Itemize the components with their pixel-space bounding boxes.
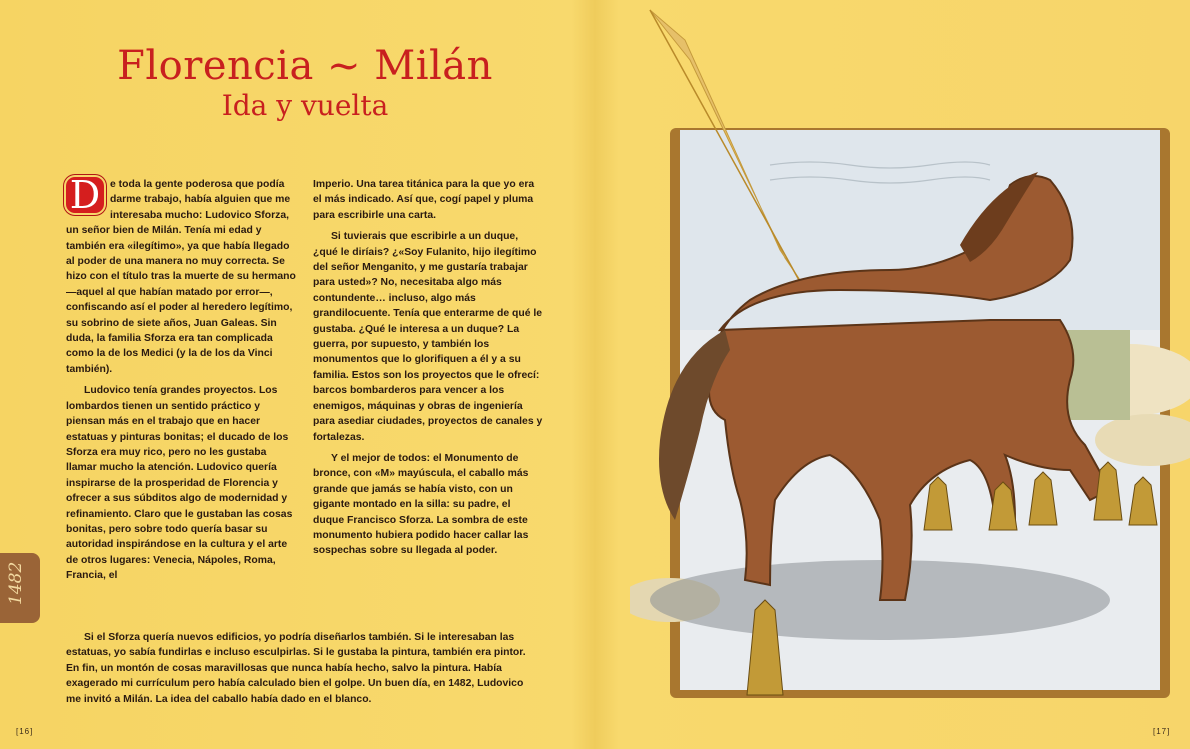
paragraph: Imperio. Una tarea titánica para la que yo era el más indicado. Así que, cogí papel y pluma para escribirle una carta. [313,179,535,221]
paragraph-text: e toda la gente poderosa que podía darme trabajo, había alguien que me interesaba mucho: Ludovico Sforza, un señor bien de Milán. Tenía mi edad y también era «ilegítimo», ya que había llegado al poder de una manera no muy correcta. Se hizo con el título tras la muerte de su hermano —aquel al que habían matado por error—, confiscando así el poder al heredero legítimo, su sobrino de siete años, Juan Galeas. Sin duda, la familia Sforza era tan complicada como la de los Medici (y la de los da Vinci también). [66,179,296,375]
page-number-left: [16] [16,727,34,736]
page-subtitle: Ida y vuelta [221,89,389,122]
paragraph: Ludovico tenía grandes proyectos. Los lombardos tienen un sentido práctico y piensan más en el trabajo que en hacer estatuas y pinturas bonitas; el ducado de los Sforza era muy rico, pero no les gustaba llamar mucho la atención. Ludovico quería inspirarse de la prosperidad de Florencia y ofrecer a sus súbditos algo de modernidad y refinamiento. Claro que le gustaban las cosas bonitas, pero sobre todo quería basar su autoridad inspirándose en la cultura y el arte de otros lugares: Venecia, Nápoles, Roma, Francia, el [66,385,293,582]
bottom-paragraph [66,630,536,707]
text-column-left [66,173,296,590]
year-label: 1482 [6,561,26,605]
year-tab [0,553,40,623]
text-column-right [313,177,543,565]
page-title: Florencia ~ Milán [117,43,493,89]
paragraph: Si el Sforza quería nuevos edificios, yo podría diseñarlos también. Si le interesaban las estatuas, yo sabía fundirlas e incluso esculpirlas. Si le gustaba la pintura, también era pintor. En fin, un montón de cosas maravillosas que nunca había hecho, salvo la pintura. Había exagerado mi currículum pero había calculado bien el golpe. Un buen día, en 1482, Ludovico me invitó a Milán. La idea del caballo había dado en el blanco. [66,632,526,705]
paragraph: Si tuvierais que escribirle a un duque, ¿qué le diríais? ¿«Soy Fulanito, hijo ilegítimo del señor Menganito, y me gustaría trabajar para usted»? No, necesitaba algo más contundente… incluso, algo más grandilocuente. Tenía que enterarme de qué le gustaba. ¿Qué le interesa a un duque? La guerra, por supuesto, y también los monumentos que lo glorifiquen a él y a su familia. Estos son los proyectos que le ofrecí: barcos bombarderos para vencer a los enemigos, máquinas y obras de ingeniería para asediar ciudades, proyectos de canales y fortalezas. [313,231,543,443]
page-number-right: [17] [1153,727,1171,736]
paragraph [66,173,296,377]
paragraph: Y el mejor de todos: el Monumento de bronce, con «M» mayúscula, el caballo más grande que jamás se había visto, con un gigante montado en la silla: su padre, el duque Francisco Sforza. La sombra de este monumento hubiera podido hacer callar las sospechas sobre su llegada al poder. [313,452,529,557]
horse-illustration [630,0,1190,720]
drop-cap: D [66,177,104,213]
